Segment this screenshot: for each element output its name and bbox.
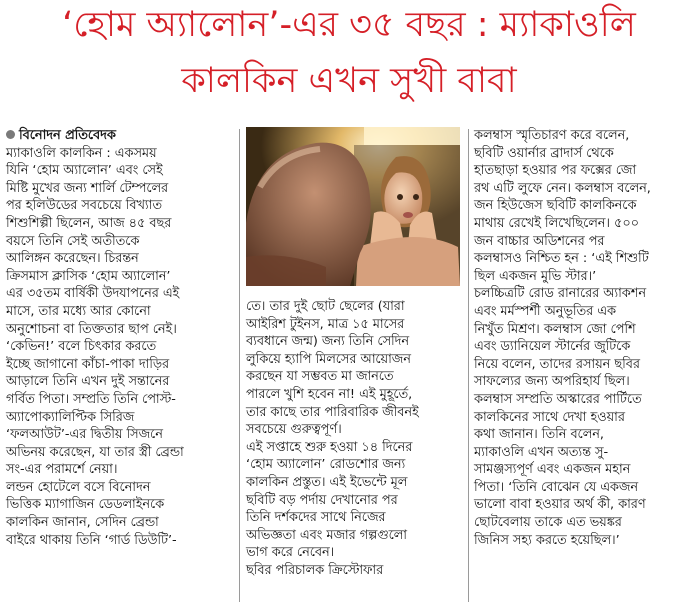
article-line: যিনি ‘হোম অ্যালোন’ এবং সেই — [6, 163, 163, 179]
column-rule-1 — [239, 129, 240, 602]
column-2-lines — [246, 298, 419, 580]
article-line: ভালো বাবা হওয়ার অর্থ কী, কারণ — [474, 497, 646, 513]
article-line: ইচ্ছে জাগানো কাঁচা-পাকা দাড়ির — [6, 356, 170, 372]
article-line: কলম্বাস সম্প্রতি অস্কারের পার্টিতে — [474, 391, 642, 407]
article-line: ব্যবধানে জন্ম) জন্য তিনি সেদিন — [246, 334, 410, 350]
headline-line-1: ‘হোম অ্যালোন’-এর ৩৫ বছর : ম্যাকাওলি — [62, 5, 636, 45]
bullet-icon — [6, 130, 15, 139]
article-line: জন হিউজেস ছবিটি কালকিনকে — [474, 198, 637, 214]
article-line: মিষ্টি মুখের জন্য শার্লি টেম্পলের — [6, 180, 169, 196]
article-line: মাসে, তার মধ্যে আর কোনো — [6, 303, 151, 319]
article-line: নিখুঁত মিশ্রণ। কলম্বাস জো পেশি — [474, 321, 636, 337]
article-line: রথ এটি লুফে নেন। কলম্বাস বলেন, — [474, 180, 651, 196]
article-line: ‘হোম অ্যালোন’ রোডশোর জন্য — [246, 457, 406, 473]
article-line: এবং ড্যানিয়েল স্টার্নের জুটিকে — [474, 339, 631, 355]
article-line: ‘ফলআউট’-এর দ্বিতীয় সিজনে — [6, 427, 163, 443]
article-line: নিয়ে বলেন, তাদের রসায়ন ছবির — [474, 356, 640, 372]
photo-illustration — [246, 127, 460, 286]
article-column-2 — [246, 298, 419, 580]
article-line: লুকিয়ে হ্যাপি মিলসের আয়োজন — [246, 351, 411, 367]
article-line: মাথায় রেখেই লিখেছিলেন। ৫০০ — [474, 215, 639, 231]
article-line: তার কাছে তার পারিবারিক জীবনই — [246, 404, 419, 420]
article-line: সং-এর পরামর্শে নেয়া। — [6, 462, 118, 478]
article-line: গর্বিত পিতা। সম্প্রতি তিনি পোস্ট- — [6, 391, 176, 407]
article-line: কালকিনের সাথে দেখা হওয়ার — [474, 409, 625, 425]
article-line: ক্রিসমাস ক্লাসিক ‘হোম অ্যালোন’ — [6, 268, 171, 284]
article-line: ছবিটি ওয়ার্নার ব্রাদার্স থেকে — [474, 145, 614, 161]
article-line: ভিত্তিক ম্যাগাজিন ডেডলাইনকে — [6, 497, 165, 513]
article-column-3 — [474, 127, 651, 549]
article-line: কালকিন জানান, সেদিন ব্রেন্ডা — [6, 515, 159, 531]
column-1-lines — [6, 145, 184, 550]
article-line: ‘কেভিন!’ বলে চিৎকার করতে — [6, 339, 157, 355]
article-line: ম্যাকাওলি এখন অত্যন্ত সু- — [474, 444, 609, 460]
article-line: সবচেয়ে গুরুত্বপূর্ণ। — [246, 422, 342, 438]
article-line: হাতছাড়া হওয়ার পর ফক্সের জো — [474, 163, 637, 179]
article-line: অনুশোচনা বা তিক্ততার ছাপ নেই। — [6, 321, 177, 337]
article-line: ভাগ করে নেবেন। — [246, 545, 335, 561]
article-line: বাইরে থাকায় তিনি ‘গার্ড ডিউটি’- — [6, 532, 177, 548]
article-line: ছোটবেলায় তাকে এত ভয়ঙ্কর — [474, 515, 622, 531]
article-line: কলম্বাসও নিশ্চিত হন : ‘এই শিশুটি — [474, 251, 649, 267]
article-line: পিতা। ‘তিনি বোঝেন যে একজন — [474, 479, 638, 495]
article-line: পারলে খুশি হবেন না! এই মুহূর্তে, — [246, 386, 413, 402]
article-line: জন বাচ্চার অডিশনের পর — [474, 233, 605, 249]
article-line: অভিনয় করেছেন, যা তার স্ত্রী ব্রেন্ডা — [6, 444, 184, 460]
byline — [6, 127, 184, 145]
byline-text: বিনোদন প্রতিবেদক — [19, 128, 116, 143]
article-line: এর ৩৫তম বার্ষিকী উদযাপনের এই — [6, 286, 180, 302]
article-line: করছেন যা সম্ভবত মা জানতে — [246, 369, 394, 385]
column-3-lines — [474, 127, 651, 549]
article-line: চলচ্চিত্রটি রোড রানারের অ্যাকশন — [474, 286, 646, 302]
article-line: এবং মর্মস্পর্শী অনুভূতির এক — [474, 303, 616, 319]
article-line: আড়ালে তিনি এখন দুই সন্তানের — [6, 374, 170, 390]
article-line: অ্যাপোক্যালিপ্টিক সিরিজ — [6, 409, 135, 425]
article-line: জিনিস সহ্য করতে হয়েছিল।’ — [474, 532, 620, 548]
article-line: সাফল্যের জন্য অপরিহার্য ছিল। — [474, 374, 630, 390]
article-line: এই সপ্তাহে শুরু হওয়া ১৪ দিনের — [246, 439, 413, 455]
article-line: কালকিন প্রস্তুত। এই ইভেন্টে মূল — [246, 474, 408, 490]
article-column-1 — [6, 127, 184, 549]
headline-line-2: কালকিন এখন সুখী বাবা — [181, 61, 517, 101]
article-line: আইরিশ টুইনস, মাত্র ১৫ মাসের — [246, 316, 405, 332]
article-line: তিনি দর্শকদের সাথে নিজের — [246, 510, 386, 526]
article-photo — [246, 127, 460, 286]
article-line: ছবির পরিচালক ক্রিস্টোফার — [246, 562, 384, 578]
article-line: অভিজ্ঞতা এবং মজার গল্পগুলো — [246, 527, 407, 543]
article-line: পর হলিউডের সবচেয়ে বিখ্যাত — [6, 198, 162, 214]
article-line: ম্যাকাওলি কালকিন : একসময় — [6, 145, 157, 161]
article-line: তে। তার দুই ছোট ছেলের (যারা — [246, 299, 405, 314]
article-line: কথা জানান। তিনি বলেন, — [474, 427, 604, 443]
article-line: শিশুশিল্পী ছিলেন, আজ ৪৫ বছর — [6, 215, 172, 231]
article-line: বয়সে তিনি সেই অতীতকে — [6, 233, 140, 249]
article-line: কলম্বাস স্মৃতিচারণ করে বলেন, — [474, 128, 630, 143]
article-line: লন্ডন হোটেলে বসে বিনোদন — [6, 479, 151, 495]
article-line: আলিঙ্গন করেছেন। চিরন্তন — [6, 251, 139, 267]
article-line: ছিল একজন মুভি স্টার।’ — [474, 268, 597, 284]
article-line: সামঞ্জস্যপূর্ণ এবং একজন মহান — [474, 462, 631, 478]
column-rule-2 — [468, 129, 469, 602]
article-line: ছবিটি বড় পর্দায় দেখানোর পর — [246, 492, 398, 508]
